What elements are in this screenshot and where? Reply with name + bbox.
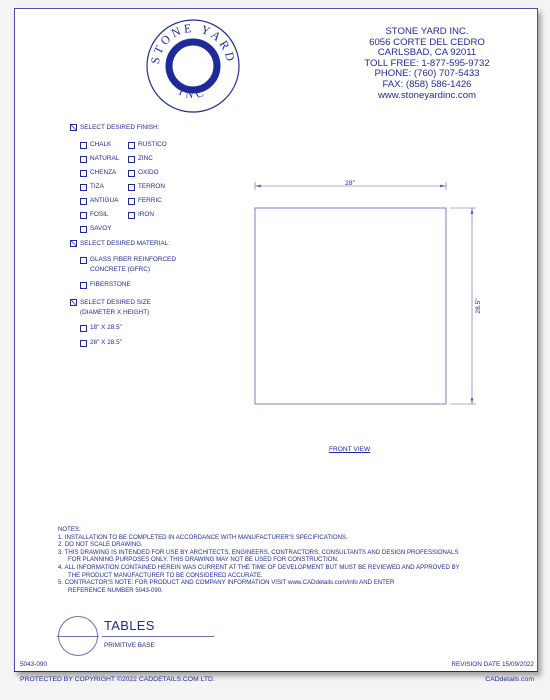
size-section-text: SELECT DESIRED SIZE [80,299,151,307]
checkbox[interactable] [80,226,87,233]
company-address-line2: CARLSBAD, CA 92011 [377,47,477,59]
finish-section-label[interactable] [70,124,159,132]
company-toll-free: TOLL FREE: 1-877-595-9732 [364,57,490,69]
checkbox[interactable] [128,184,135,191]
checkbox[interactable] [80,198,87,205]
checkbox[interactable] [128,142,135,149]
front-view-label: FRONT VIEW [329,446,371,453]
revision-date: REVISION DATE 15/09/2022 [451,661,534,668]
company-fax: FAX: (858) 586-1426 [382,78,472,90]
checkbox[interactable] [80,340,87,347]
drawing-title: TABLES [104,618,155,633]
front-view-drawing [240,176,490,416]
option-label: RUSTICO [138,141,167,148]
option-label: ANTIGUA [90,197,119,204]
option-label: 18" X 28.5" [90,324,122,331]
finish-option-chenza[interactable] [80,169,116,178]
drawing-subtitle: PRIMITIVE BASE [104,642,155,649]
finish-section-text: SELECT DESIRED FINISH: [80,124,160,132]
checkbox[interactable] [80,257,87,264]
note-item: 2. DO NOT SCALE DRAWING. [58,541,143,549]
option-label: FOSIL [90,211,109,218]
option-label: GLASS FIBER REINFORCED [90,256,176,263]
company-info [345,27,509,101]
checkbox[interactable] [128,198,135,205]
width-dimension-label: 28" [345,180,355,187]
checkbox[interactable] [80,325,87,332]
size-option-18[interactable] [80,324,122,333]
option-label: 28" X 28.5" [90,339,122,346]
title-divider [102,636,214,637]
checkbox[interactable] [80,184,87,191]
note-item: 1. INSTALLATION TO BE COMPLETED IN ACCORDANCE WITH MANUFACTURER'S SPECIFICATIONS. [58,533,348,541]
finish-option-rustico[interactable] [128,141,167,150]
caddetails-brand[interactable]: CADdetails.com [485,676,534,683]
option-label: TERRON [138,183,165,190]
option-label: SAVOY [90,225,112,232]
option-label: CHENZA [90,169,117,176]
finish-option-antigua[interactable] [80,197,118,206]
footer-divider [14,671,538,672]
company-website[interactable]: www.stoneyardinc.com [377,89,477,101]
finish-option-zinc[interactable] [128,155,153,164]
option-label: FIBERSTONE [90,281,131,288]
material-section-label[interactable] [70,240,170,248]
finish-option-chalk[interactable] [80,141,111,150]
notes-block [58,526,498,594]
note-item: REFERENCE NUMBER 5043-090. [68,586,163,594]
size-section-label[interactable] [70,299,151,307]
stone-yard-logo [145,18,241,114]
checkbox[interactable] [80,156,87,163]
material-option-gfrc[interactable] [80,256,176,265]
finish-option-ferric[interactable] [128,197,162,206]
finish-option-tiza[interactable] [80,183,104,192]
finish-option-savoy[interactable] [80,225,112,234]
company-phone: PHONE: (760) 707-5433 [374,68,480,80]
size-section-checkbox[interactable] [70,299,77,306]
finish-section-checkbox[interactable] [70,124,77,131]
notes-heading: NOTES: [58,526,81,533]
option-label: OXIDO [138,169,159,176]
option-label: FERRIC [138,197,162,204]
checkbox[interactable] [80,170,87,177]
material-section-text: SELECT DESIRED MATERIAL: [80,240,170,248]
copyright-notice: PROTECTED BY COPYRIGHT ©2022 CADDETAILS.COM LTD. [20,676,215,683]
finish-option-iron[interactable] [128,211,154,220]
note-item: 3. THIS DRAWING IS INTENDED FOR USE BY ARCHITECTS, ENGINEERS, CONTRACTORS, CONSULTANTS AND DESIGN PROFESSIONALS [58,548,459,556]
size-section-sublabel: (DIAMETER X HEIGHT) [80,309,150,316]
checkbox[interactable] [128,170,135,177]
checkbox[interactable] [128,212,135,219]
note-item: 4. ALL INFORMATION CONTAINED HEREIN WAS CURRENT AT THE TIME OF DEVELOPMENT BUT MUST BE REVIEWED AND APPROVED BY [58,563,460,571]
material-section-checkbox[interactable] [70,240,77,247]
company-name: STONE YARD INC. [385,26,469,37]
height-dimension-label: 28.5" [475,298,482,314]
note-item: FOR PLANNING PURPOSES ONLY. THIS DRAWING MAY NOT BE USED FOR CONSTRUCTION. [68,556,339,564]
note-item: THE PRODUCT MANUFACTURER TO BE CONSIDERED ACCURATE. [68,571,263,579]
finish-option-natural[interactable] [80,155,119,164]
option-label: TIZA [90,183,104,190]
checkbox[interactable] [80,142,87,149]
company-address-line1: 6056 CORTE DEL CEDRO [369,36,485,48]
note-item: 5. CONTRACTOR'S NOTE: FOR PRODUCT AND COMPANY INFORMATION VISIT www.CADdetails.com/info AND ENTER [58,579,395,587]
option-label: CHALK [90,141,112,148]
size-option-28[interactable] [80,339,122,348]
table-front-outline [255,208,446,404]
checkbox[interactable] [80,282,87,289]
option-label: IRON [138,211,154,218]
material-option-fiberstone[interactable] [80,281,131,290]
reference-number: 5043-090 [20,661,48,668]
title-block-circle [58,616,98,656]
finish-option-fosil[interactable] [80,211,108,220]
option-label: NATURAL [90,155,120,162]
finish-option-terron[interactable] [128,183,165,192]
checkbox[interactable] [128,156,135,163]
finish-option-oxido[interactable] [128,169,159,178]
option-label: ZINC [138,155,153,162]
checkbox[interactable] [80,212,87,219]
logo-bottom-text: INC [176,85,209,102]
logo-top-text: STONE YARD [147,20,239,66]
material-option-gfrc-line2: CONCRETE (GFRC) [90,266,150,273]
